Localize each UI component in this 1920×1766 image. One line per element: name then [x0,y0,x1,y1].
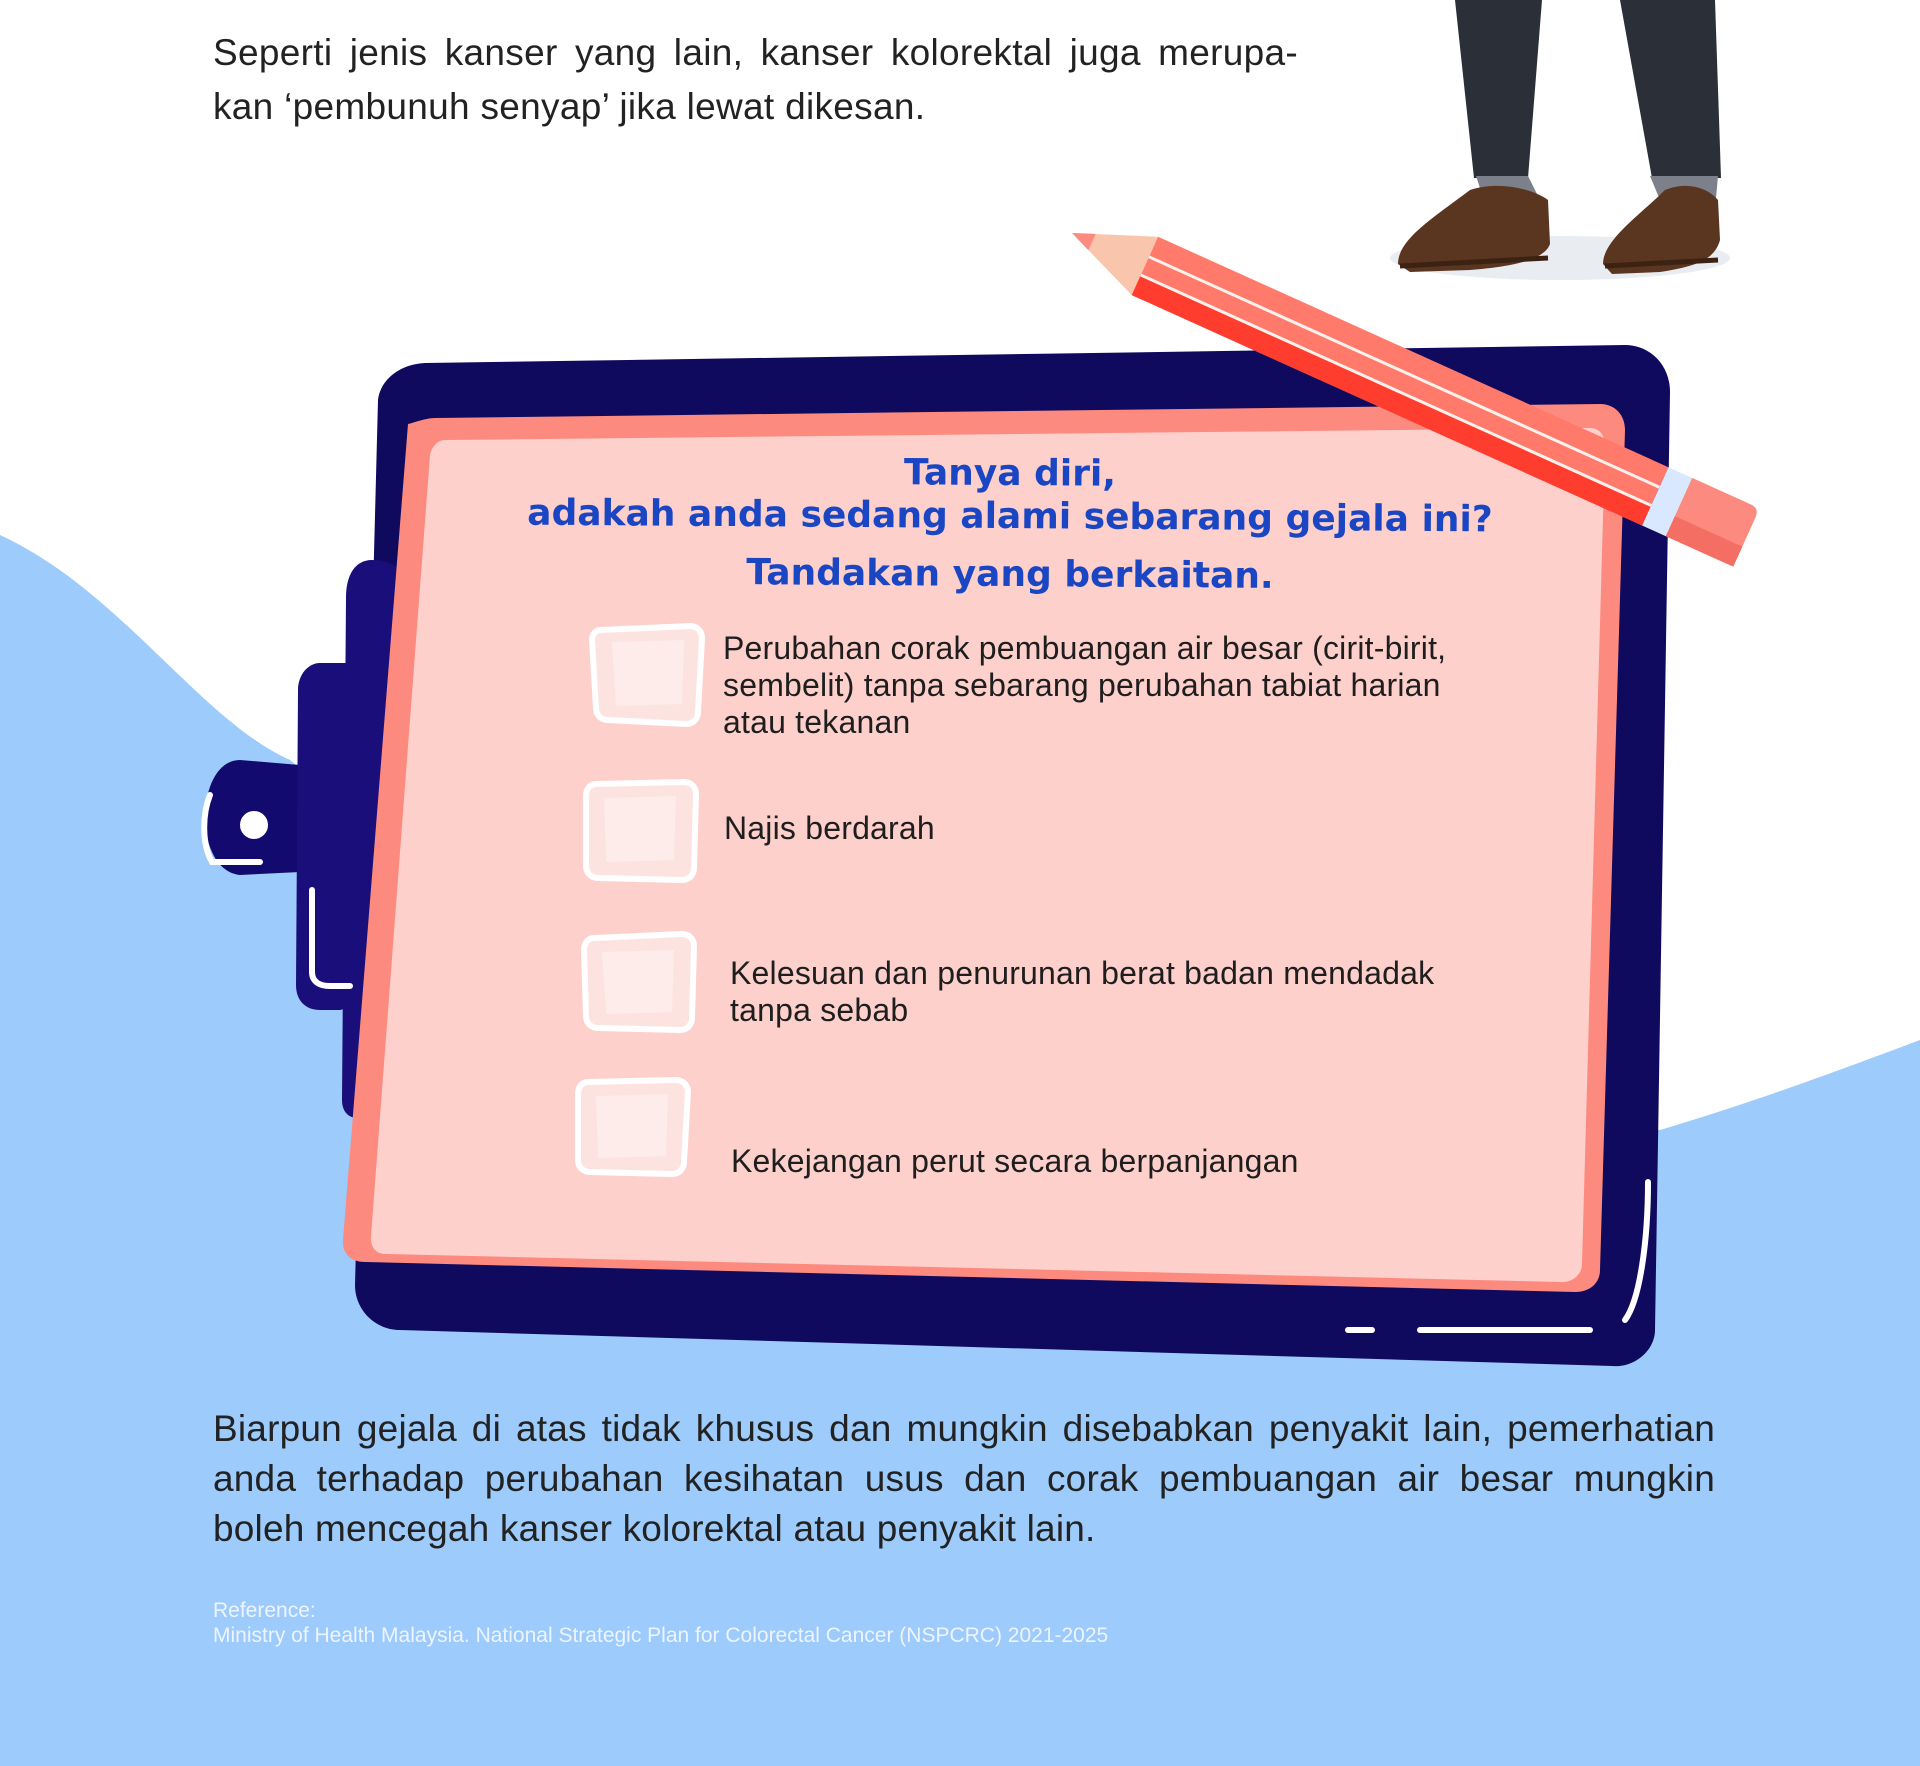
checklist-title-line-1: Tanya diri, [903,452,1117,495]
checklist-item-text: Kelesuan dan penurunan berat badan mendadak tanpa sebab [730,955,1435,1028]
reference-citation: Ministry of Health Malaysia. National Strategic Plan for Colorectal Cancer (NSPCRC) 2021-2025 [213,1624,1109,1647]
person-legs-illustration [1390,0,1730,280]
reference-block [213,1598,1108,1648]
outro-paragraph: Biarpun gejala di atas tidak khusus dan mungkin disebabkan penyakit lain, pemerhatian anda terhadap perubahan kesihatan usus dan corak pembuangan air besar mungkin boleh mencegah kanser kolorektal atau penyakit lain. [213,1408,1715,1549]
checklist-item-text: Najis berdarah [724,810,935,846]
checkbox-empty-icon [584,934,694,1030]
checklist-item-text: Kekejangan perut secara berpanjangan [731,1143,1299,1179]
checkbox-empty-icon [592,626,702,724]
checklist-title-line-2: adakah anda sedang alami sebarang gejala ini? [527,492,1493,541]
intro-paragraph: Seperti jenis kanser yang lain, kanser kolorektal juga merupa- kan ‘pembunuh senyap’ jika lewat dikesan. [213,32,1298,127]
reference-label: Reference: [213,1599,316,1622]
checklist-instruction: Tandakan yang berkaitan. [746,552,1274,597]
checklist-item-text: Perubahan corak pembuangan air besar (cirit-birit, sembelit) tanpa sebarang perubahan tabiat harian atau tekanan [723,630,1447,740]
checkbox-empty-icon [586,782,696,880]
checkbox-empty-icon [578,1080,688,1174]
